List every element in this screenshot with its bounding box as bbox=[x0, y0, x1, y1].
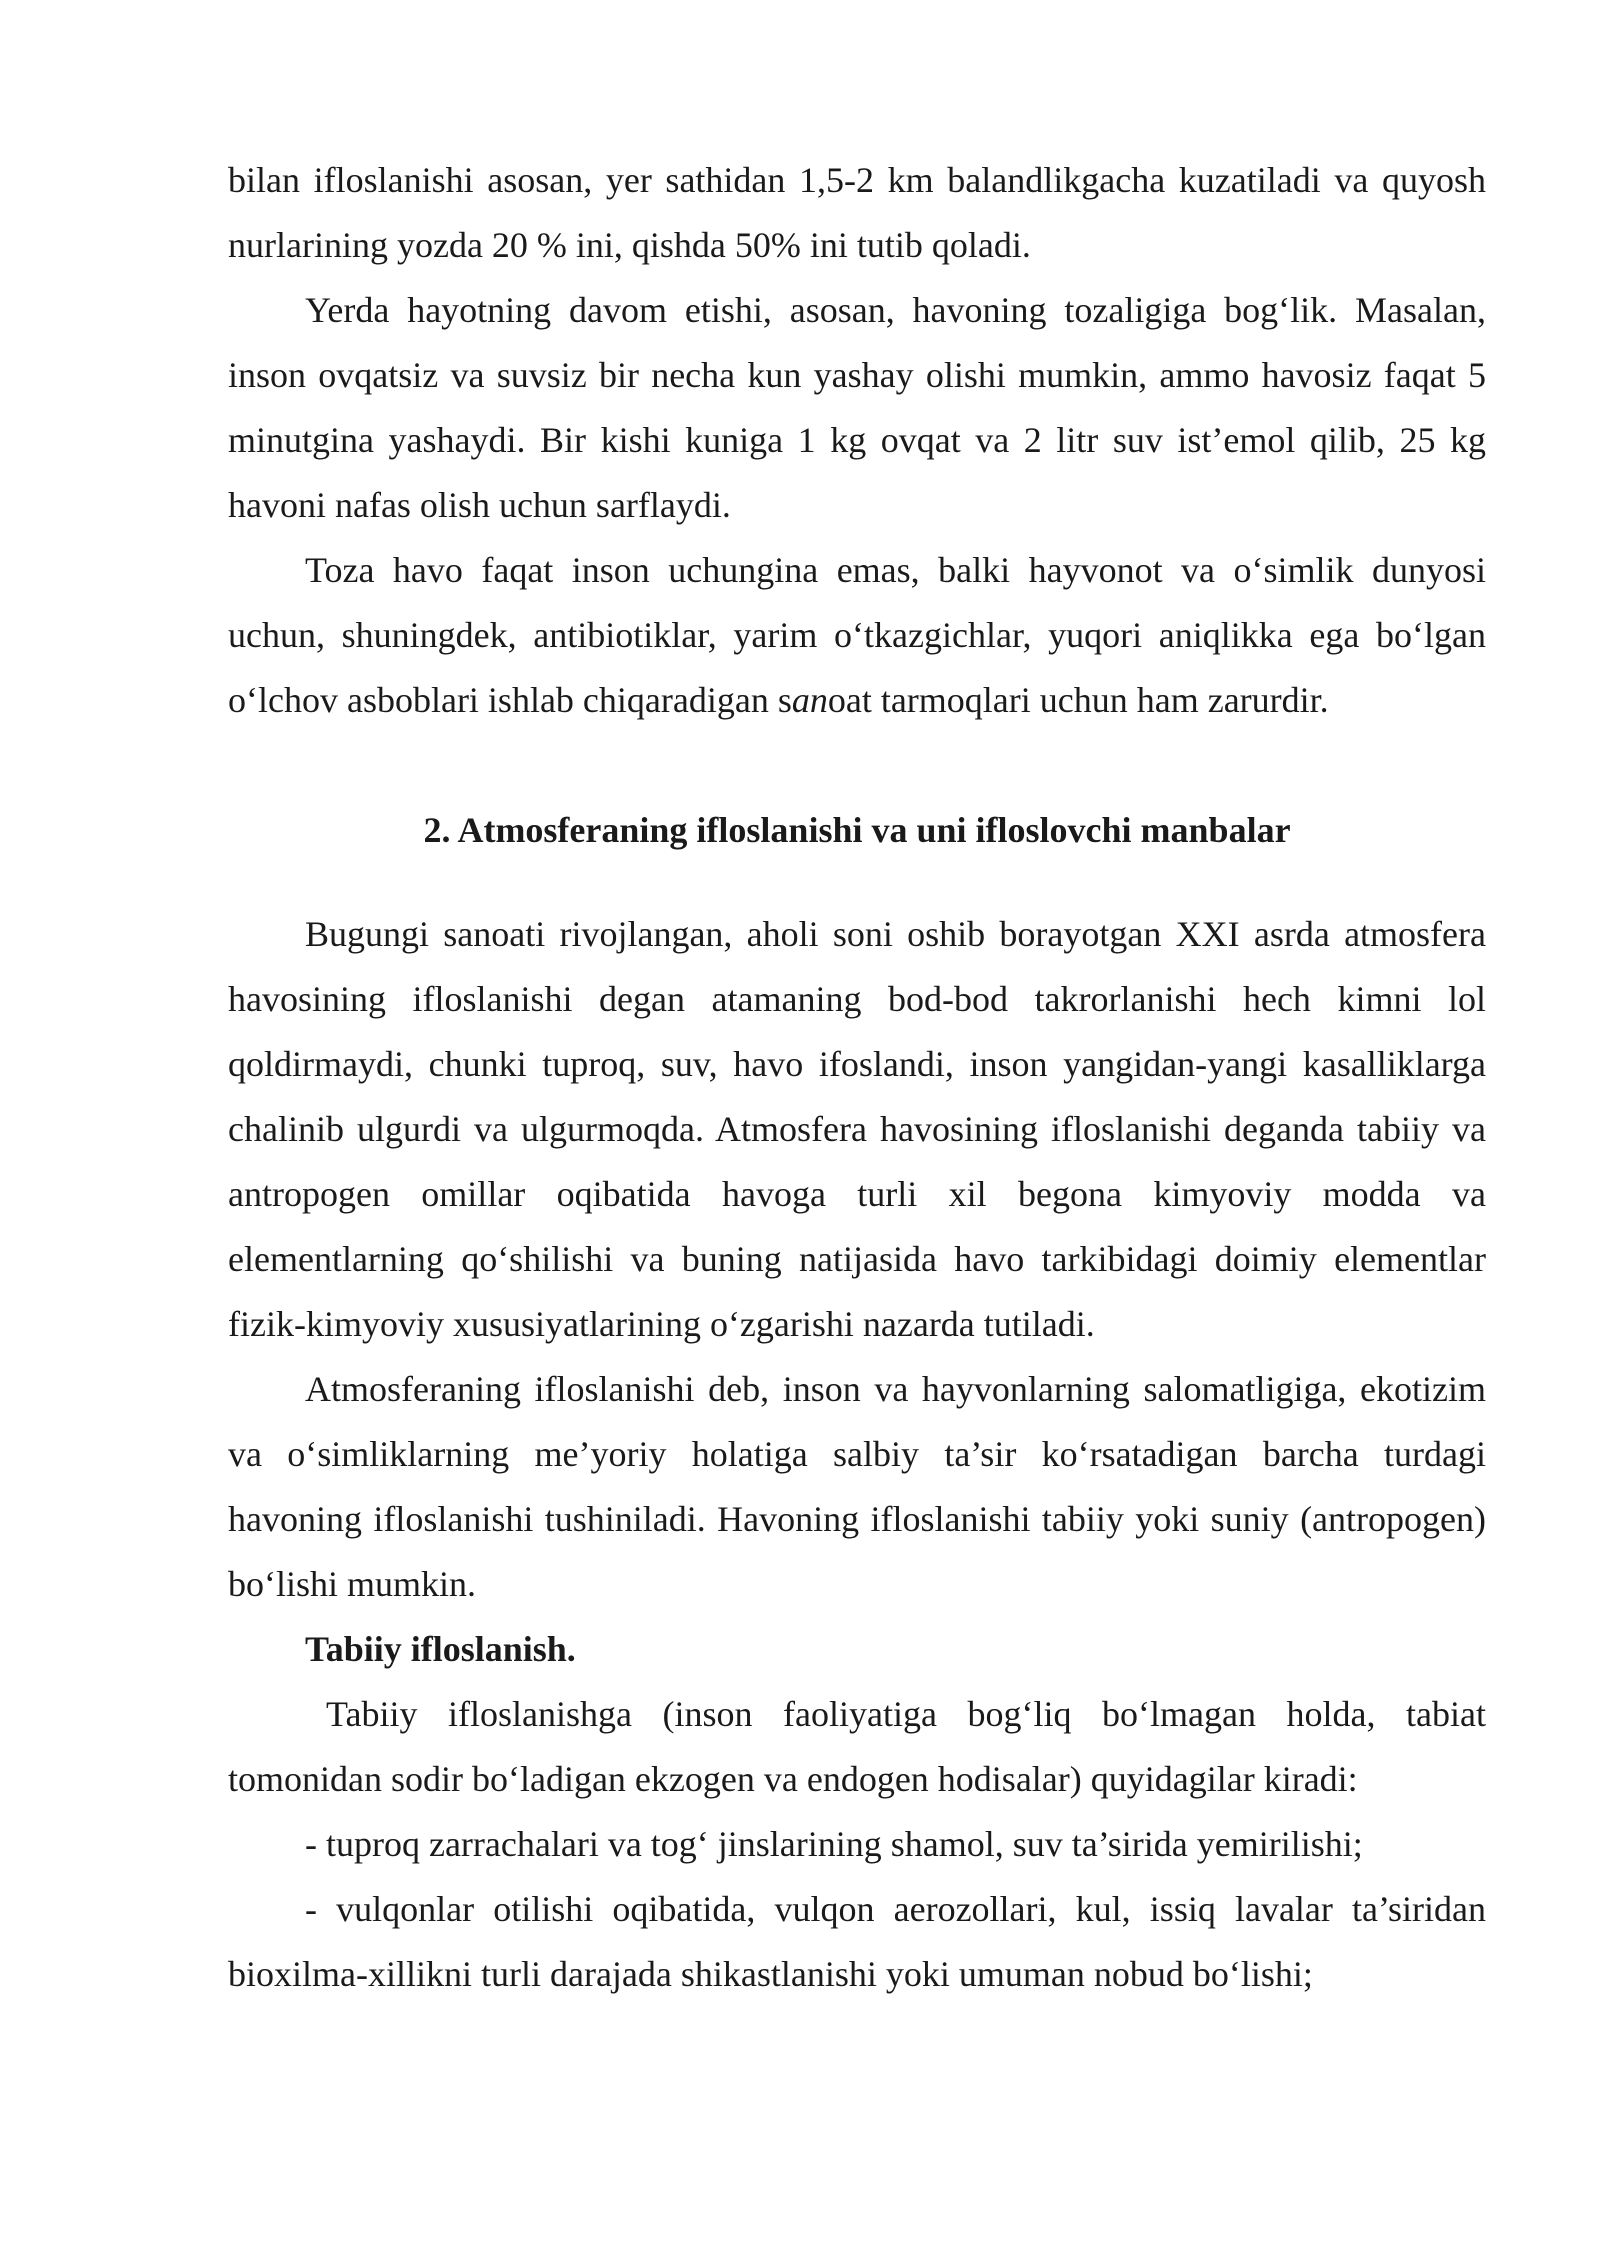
subheading-natural-pollution: Tabiiy ifloslanish. bbox=[305, 1629, 576, 1669]
document-page bbox=[228, 148, 1486, 2007]
section-heading: 2. Atmosferaning ifloslanishi va uni ifloslovchi manbalar bbox=[423, 810, 1291, 850]
paragraph-pollution-intro: Bugungi sanoati rivojlangan, aholi soni oshib borayotgan XXI asrda atmosfera havosining ifloslanishi degan atamaning bod-bod takrorlanishi hech kimni lol qoldirmaydi, chunki tuproq, suv, havo ifoslandi, inson yangidan-yangi kasalliklarga chalinib ulgurdi va ulgurmoqda. Atmosfera havosining ifloslanishi deganda tabiiy va antropogen omillar oqibatida havoga turli xil begona kimyoviy modda va elementlarning qo‘shilishi va buning natijasida havo tarkibidagi doimiy elementlar fizik-kimyoviy xususiyatlarining o‘zgarishi nazarda tutiladi. bbox=[228, 914, 1486, 1344]
list-item: - tuproq zarrachalari va tog‘ jinslarining shamol, suv ta’sirida yemirilishi; bbox=[305, 1824, 1363, 1864]
paragraph-natural-intro: Tabiiy ifloslanishga (inson faoliyatiga bog‘liq bo‘lmagan holda, tabiat tomonidan sodir bo‘ladigan ekzogen va endogen hodisalar) quyidagilar kiradi: bbox=[228, 1694, 1486, 1799]
paragraph-clean-air-italic: an bbox=[791, 680, 828, 720]
paragraph-clean-air-end: oat tarmoqlari uchun ham zarurdir. bbox=[827, 680, 1329, 720]
paragraph-clean-air bbox=[228, 538, 1486, 733]
paragraph-clean-air-text: Toza havo faqat inson uchungina emas, balki hayvonot va o‘simlik dunyosi uchun, shuningdek, antibiotiklar, yarim o‘tkazgichlar, yuqori aniqlikka ega bo‘lgan o‘lchov asboblari ishlab chiqaradigan s bbox=[228, 550, 1486, 720]
paragraph-air-importance: Yerda hayotning davom etishi, asosan, havoning tozaligiga bog‘lik. Masalan, inson ovqatsiz va suvsiz bir necha kun yashay olishi mumkin, ammo havosiz faqat 5 minutgina yashaydi. Bir kishi kuniga 1 kg ovqat va 2 litr suv ist’emol qilib, 25 kg havoni nafas olish uchun sarflaydi. bbox=[228, 290, 1486, 525]
paragraph-continuation: bilan ifloslanishi asosan, yer sathidan 1,5-2 km balandlikgacha kuzatiladi va quyosh nurlarining yozda 20 % ini, qishda 50% ini tutib qoladi. bbox=[228, 160, 1486, 265]
paragraph-pollution-definition: Atmosferaning ifloslanishi deb, inson va hayvonlarning salomatligiga, ekotizim va o‘simliklarning me’yoriy holatiga salbiy ta’sir ko‘rsatadigan barcha turdagi havoning ifloslanishi tushiniladi. Havoning ifloslanishi tabiiy yoki suniy (antropogen) bo‘lishi mumkin. bbox=[228, 1369, 1486, 1604]
list-item: - vulqonlar otilishi oqibatida, vulqon aerozollari, kul, issiq lavalar ta’siridan bioxilma-xillikni turli darajada shikastlanishi yoki umuman nobud bo‘lishi; bbox=[228, 1889, 1486, 1994]
